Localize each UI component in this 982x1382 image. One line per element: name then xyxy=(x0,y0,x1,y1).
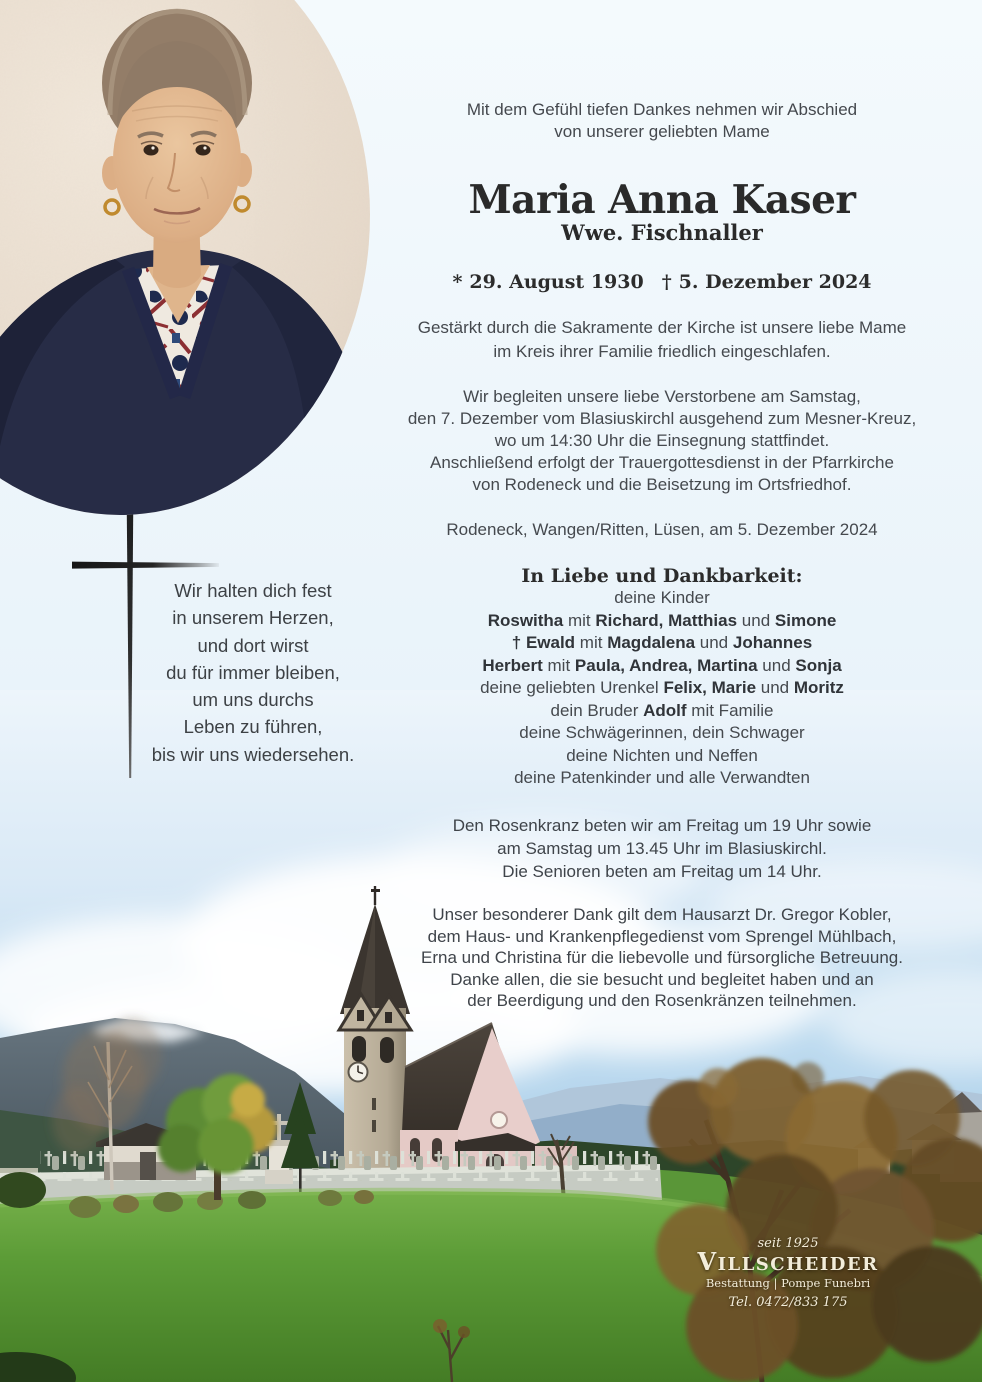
deceased-name: Maria Anna Kaser xyxy=(468,177,856,223)
death-date: 5. Dezember 2024 xyxy=(678,271,872,293)
eye-left xyxy=(144,145,159,156)
logo-subtitle: Bestattung | Pompe Funebri xyxy=(705,1276,871,1290)
sacrament-text: Gestärkt durch die Sakramente der Kirche ist unsere liebe Mame im Kreis ihrer Familie friedlich eingeschlafen. xyxy=(417,318,907,361)
poem-text: Wir halten dich fest in unserem Herzen, und dort wirst du für immer bleiben, um uns durchs Leben zu führen, bis wir uns wiedersehen. xyxy=(151,580,355,765)
thanks-text: Unser besonderer Dank gilt dem Hausarzt Dr. Gregor Kobler, dem Haus- und Krankenpflegedienst vom Sprengel Mühlbach, Erna und Christina für die liebevolle und fürsorgliche Betreuung. Danke allen, die sie besucht und begleitet haben und an der Beerdigung und den Rosenkränzen teilnehmen. xyxy=(421,905,903,1010)
eye-glint-right xyxy=(203,146,206,149)
rosary-text: Den Rosenkranz beten wir am Freitag um 19 Uhr sowie am Samstag um 13.45 Uhr im Blasiuskirchl. Die Senioren beten am Freitag um 14 Uhr. xyxy=(452,816,872,881)
portrait-illustration xyxy=(0,0,370,515)
weathervane xyxy=(371,889,380,892)
funeral-home-logo xyxy=(678,1236,898,1311)
intro-text: Mit dem Gefühl tiefen Dankes nehmen wir Abschied von unserer geliebten Mame xyxy=(466,100,858,141)
eye-right xyxy=(196,145,211,156)
logo-phone: Tel. 0472/833 175 xyxy=(728,1295,848,1310)
rose-window xyxy=(491,1112,507,1128)
birth-symbol: * xyxy=(452,271,463,293)
belfry-window-right xyxy=(380,1037,394,1063)
portrait-photo xyxy=(0,0,370,515)
family-list: deine Kinder Roswitha mit Richard, Matthias und Simone † Ewald mit Magdalena und Johannes Herbert mit Paula, Andrea, Martina und Sonja deine geliebten Urenkel Felix, Marie und Moritz dein Bruder Adolf mit Familie deine Schwägerinnen, dein Schwager deine Nichten und Neffen deine Patenkinder und alle Verwandten xyxy=(480,588,844,787)
birth-date: 29. August 1930 xyxy=(469,271,644,293)
family-heading: In Liebe und Dankbarkeit: xyxy=(521,565,803,587)
death-symbol: † xyxy=(661,271,672,293)
place-date-line: Rodeneck, Wangen/Ritten, Lüsen, am 5. Dezember 2024 xyxy=(446,520,878,539)
eye-glint-left xyxy=(151,146,154,149)
widow-name: Wwe. Fischnaller xyxy=(561,220,763,245)
logo-since: seit 1925 xyxy=(757,1236,819,1251)
logo-name: VILLSCHEIDER xyxy=(697,1247,879,1276)
life-dates xyxy=(352,270,972,294)
autumn-tree-right xyxy=(648,1058,982,1382)
funeral-announcement-text: Wir begleiten unsere liebe Verstorbene am Samstag, den 7. Dezember vom Blasiuskirchl ausgehend zum Mesner-Kreuz, wo um 14:30 Uhr die Einsegnung stattfindet. Anschließend erfolgt der Trauergottesdienst in der Pfarrkirche von Rodeneck und die Beisetzung im Ortsfriedhof. xyxy=(407,387,917,494)
belfry-window-left xyxy=(352,1036,366,1062)
memorial-cross-bar-icon xyxy=(72,561,219,569)
